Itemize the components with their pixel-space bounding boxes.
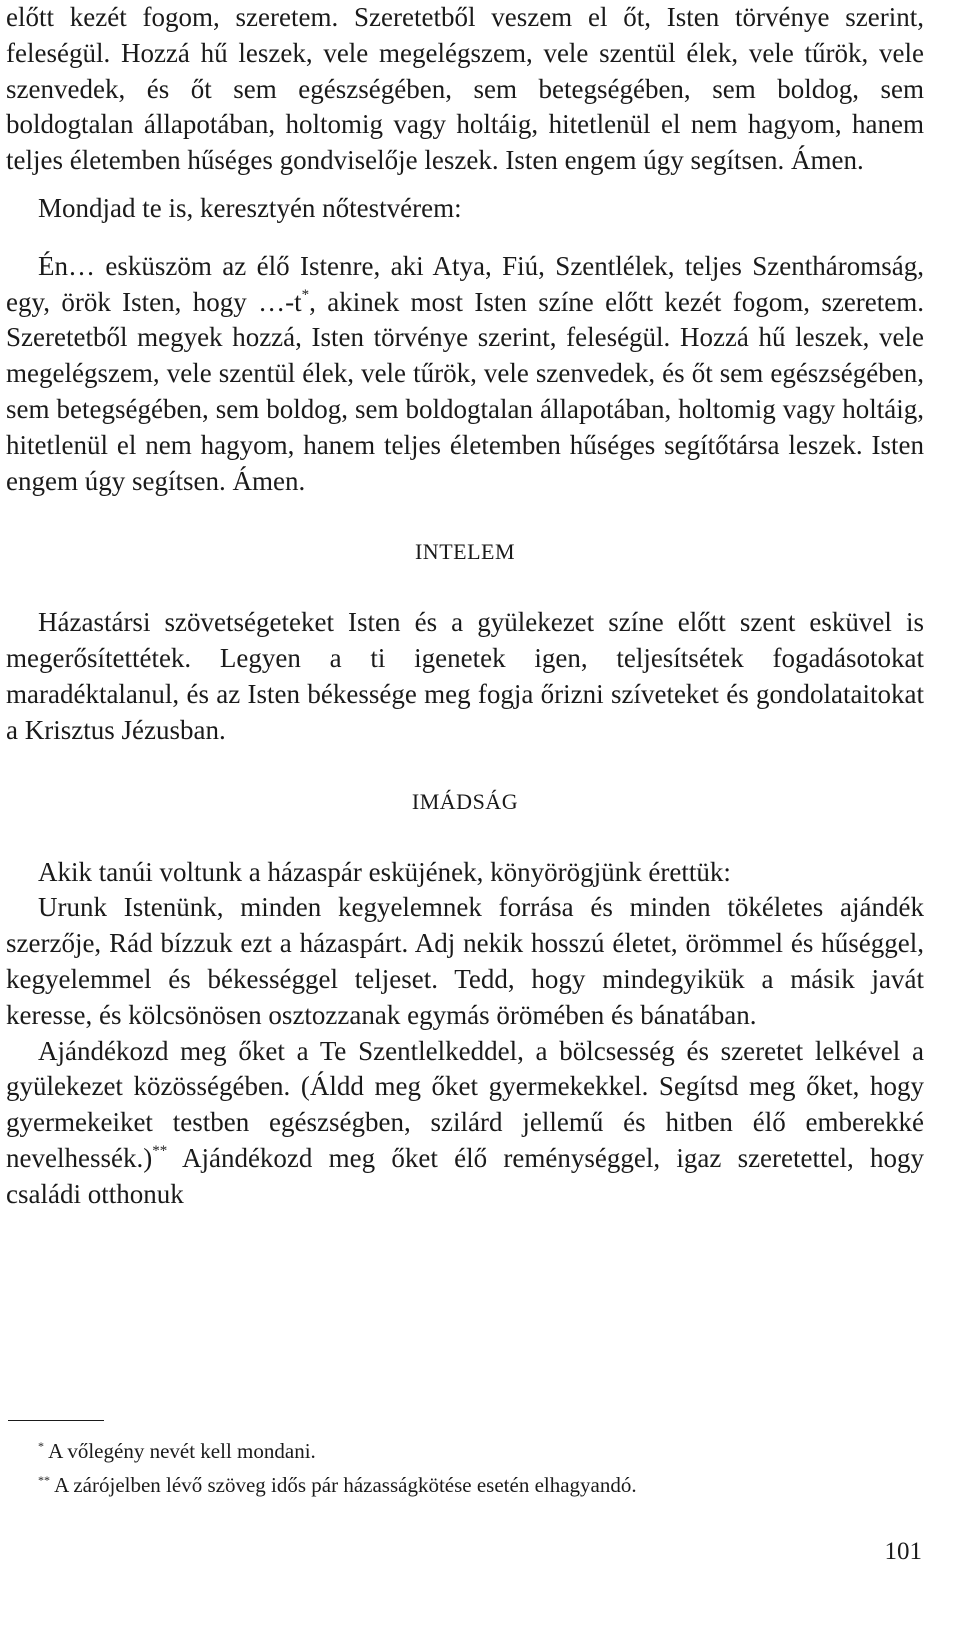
footnotes bbox=[38, 1434, 898, 1502]
footnote-text: A zárójelben lévő szöveg idős pár házasságkötése esetén elhagyandó. bbox=[50, 1473, 637, 1497]
footnote-reference: ** bbox=[152, 1142, 168, 1159]
paragraph bbox=[6, 191, 924, 227]
footnote-text: A vőlegény nevét kell mondani. bbox=[44, 1439, 316, 1463]
paragraph bbox=[6, 0, 924, 179]
paragraph-text: Mondjad te is, keresztyén nőtestvérem: bbox=[38, 192, 462, 223]
paragraph-text: Urunk Istenünk, minden kegyelemnek forrása és minden tökéletes ajándék szerzője, Rád bízzuk ezt a házaspárt. Adj nekik hosszú életet, örömmel és hűséggel, kegyelemmel és békességgel teljeset. Tedd, hogy mindegyikük a másik javát keresse, és kölcsönösen osztozzanak egymás örömében és bánatában. bbox=[6, 892, 924, 1030]
footnote-separator bbox=[8, 1420, 104, 1421]
footnote bbox=[38, 1434, 898, 1468]
paragraph bbox=[6, 890, 924, 1033]
paragraph-text: Akik tanúi voltunk a házaspár esküjének, könyörögjünk érettük: bbox=[38, 856, 731, 887]
body-text bbox=[6, 0, 924, 1213]
paragraph bbox=[6, 1034, 924, 1213]
footnote bbox=[38, 1468, 898, 1502]
paragraph-text: előtt kezét fogom, szeretem. Szeretetből veszem el őt, Isten törvénye szerint, feleségül. Hozzá hű leszek, vele megelégszem, vele szentül élek, vele tűrök, vele szenvedek, és őt sem egészségében, sem betegségében, sem boldog, sem boldogtalan állapotában, holtomig vagy holtáig, hitetlenül el nem hagyom, hanem teljes életemben hűséges gondviselője leszek. Isten engem úgy segítsen. Ámen. bbox=[6, 2, 924, 176]
page-number: 101 bbox=[884, 1538, 922, 1565]
paragraph-text: Ajándékozd meg őket a Te Szentlelkeddel, a bölcsesség és szeretet lelkével a gyülekezet közösségében. (Áldd meg őket gyermekekkel. Segítsd meg őket, hogy gyermekeiket testben egészségben, szilárd jellemű és hitben élő emberekké nevelhessék.) bbox=[6, 1035, 924, 1173]
footnote-mark: * bbox=[38, 1439, 44, 1453]
section-heading: INTELEM bbox=[414, 539, 516, 565]
paragraph-text: Házastársi szövetségeteket Isten és a gyülekezet színe előtt szent esküvel is megerősítettétek. Legyen a ti igenetek igen, teljesítsétek fogadásotokat maradéktalanul, és az Isten békessége meg fogja őrizni szíveteket és gondolataitokat a Krisztus Jézusban. bbox=[6, 607, 924, 745]
paragraph bbox=[6, 855, 924, 891]
footnote-mark: ** bbox=[38, 1473, 50, 1487]
paragraph-text: Én… esküszöm az élő Istenre, aki Atya, Fiú, Szentlélek, teljes Szentháromság, egy, örök Isten, hogy …-t bbox=[6, 250, 924, 317]
paragraph-text: Ajándékozd meg őket élő reménységgel, igaz szeretettel, hogy családi otthonuk bbox=[6, 1142, 924, 1209]
footnote-reference: * bbox=[301, 286, 310, 303]
section-heading: IMÁDSÁG bbox=[411, 788, 519, 814]
paragraph-text: , akinek most Isten színe előtt kezét fogom, szeretem. Szeretetből megyek hozzá, Isten törvénye szerint, feleségül. Hozzá hű leszek, vele megelégszem, vele szentül élek, vele tűrök, vele szenvedek, és őt sem egészségében, sem betegségében, sem boldog, sem boldogtalan állapotában, holtomig vagy holtáig, hitetlenül el nem hagyom, hanem teljes életemben hűséges segítőtársa leszek. Isten engem úgy segítsen. Ámen. bbox=[6, 286, 925, 496]
paragraph bbox=[6, 605, 924, 748]
paragraph bbox=[6, 249, 924, 500]
